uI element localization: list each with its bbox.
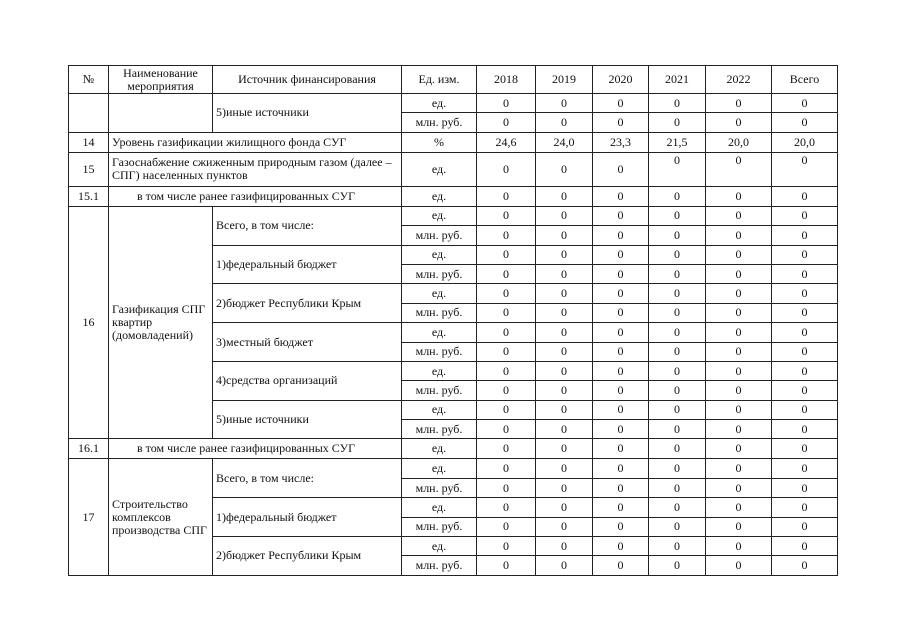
unit-cell: ед. (402, 94, 477, 113)
value-cell: 0 (477, 361, 536, 380)
value-cell: 0 (649, 303, 706, 322)
unit-cell: млн. руб. (402, 381, 477, 400)
value-cell: 24,6 (477, 132, 536, 152)
value-cell: 0 (477, 226, 536, 245)
value-cell: 0 (649, 459, 706, 478)
value-cell: 0 (536, 381, 593, 400)
value-cell: 0 (477, 113, 536, 132)
value-cell: 0 (649, 206, 706, 225)
value-cell: 24,0 (536, 132, 593, 152)
value-cell: 0 (649, 264, 706, 283)
unit-cell: ед. (402, 537, 477, 556)
value-cell: 0 (536, 303, 593, 322)
unit-cell: ед. (402, 245, 477, 264)
value-cell: 0 (593, 94, 649, 113)
num-cell: 16 (69, 206, 109, 439)
value-cell: 0 (649, 245, 706, 264)
value-cell: 0 (772, 556, 838, 575)
value-cell: 0 (649, 152, 706, 186)
value-cell: 0 (649, 439, 706, 459)
value-cell: 0 (706, 556, 772, 575)
name-cell: в том числе ранее газифицированных СУГ (109, 439, 402, 459)
value-cell: 0 (772, 420, 838, 439)
unit-cell: ед. (402, 498, 477, 517)
value-cell: 0 (536, 459, 593, 478)
header-year: 2018 (477, 66, 536, 94)
value-cell: 0 (649, 420, 706, 439)
value-cell: 0 (593, 152, 649, 186)
unit-cell: млн. руб. (402, 420, 477, 439)
value-cell: 0 (706, 94, 772, 113)
financing-table (68, 65, 838, 576)
value-cell: 0 (649, 498, 706, 517)
header-year: 2021 (649, 66, 706, 94)
unit-cell: ед. (402, 323, 477, 342)
source-cell: 2)бюджет Республики Крым (213, 284, 402, 323)
unit-cell: ед. (402, 186, 477, 206)
value-cell: 0 (772, 342, 838, 361)
value-cell: 0 (536, 361, 593, 380)
value-cell: 0 (593, 323, 649, 342)
unit-cell: ед. (402, 459, 477, 478)
value-cell: 0 (772, 323, 838, 342)
value-cell: 0 (593, 245, 649, 264)
header-source: Источник финансирования (213, 66, 402, 94)
unit-cell: ед. (402, 439, 477, 459)
value-cell: 0 (649, 323, 706, 342)
source-cell: 5)иные источники (213, 94, 402, 133)
value-cell: 0 (772, 400, 838, 419)
value-cell: 0 (536, 284, 593, 303)
unit-cell: ед. (402, 284, 477, 303)
value-cell: 0 (593, 113, 649, 132)
value-cell: 0 (593, 439, 649, 459)
source-cell: 2)бюджет Республики Крым (213, 537, 402, 576)
source-cell: Всего, в том числе: (213, 459, 402, 498)
value-cell: 0 (593, 498, 649, 517)
value-cell: 0 (536, 186, 593, 206)
header-year: 2020 (593, 66, 649, 94)
value-cell: 0 (772, 361, 838, 380)
value-cell: 0 (706, 381, 772, 400)
value-cell: 0 (536, 537, 593, 556)
value-cell: 0 (593, 478, 649, 497)
value-cell: 0 (536, 517, 593, 536)
value-cell: 0 (536, 245, 593, 264)
value-cell: 0 (477, 439, 536, 459)
value-cell: 0 (477, 478, 536, 497)
table-row (69, 186, 838, 206)
value-cell: 0 (593, 186, 649, 206)
value-cell: 0 (706, 420, 772, 439)
name-cell: Газификация СПГ квартир (домовладений) (109, 206, 213, 439)
value-cell: 0 (477, 206, 536, 225)
value-cell: 0 (649, 478, 706, 497)
value-cell: 0 (593, 459, 649, 478)
value-cell: 0 (706, 478, 772, 497)
table-row (69, 94, 838, 113)
value-cell: 0 (772, 186, 838, 206)
unit-cell: млн. руб. (402, 226, 477, 245)
value-cell: 0 (772, 459, 838, 478)
value-cell: 0 (477, 400, 536, 419)
num-cell: 16.1 (69, 439, 109, 459)
source-cell: 3)местный бюджет (213, 323, 402, 362)
value-cell: 0 (477, 303, 536, 322)
unit-cell: ед. (402, 152, 477, 186)
value-cell: 0 (706, 459, 772, 478)
value-cell: 0 (706, 264, 772, 283)
unit-cell: млн. руб. (402, 517, 477, 536)
value-cell: 0 (536, 226, 593, 245)
table-row (69, 132, 838, 152)
value-cell: 23,3 (593, 132, 649, 152)
value-cell: 0 (706, 323, 772, 342)
value-cell: 0 (706, 361, 772, 380)
value-cell: 0 (593, 556, 649, 575)
value-cell: 0 (477, 420, 536, 439)
value-cell: 0 (536, 152, 593, 186)
value-cell: 0 (593, 381, 649, 400)
value-cell: 0 (477, 284, 536, 303)
value-cell: 0 (706, 226, 772, 245)
unit-cell: ед. (402, 361, 477, 380)
value-cell: 0 (649, 284, 706, 303)
value-cell: 0 (772, 381, 838, 400)
num-cell: 15 (69, 152, 109, 186)
table-row (69, 206, 838, 225)
num-cell: 17 (69, 459, 109, 575)
value-cell: 0 (649, 556, 706, 575)
value-cell: 0 (593, 226, 649, 245)
unit-cell: млн. руб. (402, 303, 477, 322)
value-cell: 0 (772, 498, 838, 517)
header-year: 2019 (536, 66, 593, 94)
value-cell: 0 (772, 264, 838, 283)
value-cell: 0 (536, 400, 593, 419)
value-cell: 0 (772, 284, 838, 303)
value-cell: 0 (593, 342, 649, 361)
unit-cell: ед. (402, 400, 477, 419)
name-cell: в том числе ранее газифицированных СУГ (109, 186, 402, 206)
value-cell: 0 (772, 439, 838, 459)
value-cell: 0 (593, 303, 649, 322)
value-cell: 0 (649, 342, 706, 361)
source-cell: 4)средства организаций (213, 361, 402, 400)
value-cell: 0 (477, 381, 536, 400)
value-cell: 0 (536, 556, 593, 575)
value-cell: 0 (649, 537, 706, 556)
value-cell: 21,5 (649, 132, 706, 152)
value-cell: 0 (772, 478, 838, 497)
num-cell: 14 (69, 132, 109, 152)
value-cell: 0 (593, 537, 649, 556)
value-cell: 0 (772, 94, 838, 113)
header-row (69, 66, 838, 94)
table-row (69, 152, 838, 186)
unit-cell: млн. руб. (402, 478, 477, 497)
source-cell: Всего, в том числе: (213, 206, 402, 245)
value-cell: 0 (772, 113, 838, 132)
value-cell: 0 (706, 113, 772, 132)
value-cell: 0 (649, 113, 706, 132)
unit-cell: млн. руб. (402, 556, 477, 575)
value-cell: 0 (536, 94, 593, 113)
name-cell: Газоснабжение сжиженным природным газом (далее – СПГ) населенных пунктов (109, 152, 402, 186)
value-cell: 0 (649, 186, 706, 206)
header-total: Всего (772, 66, 838, 94)
value-cell: 0 (649, 361, 706, 380)
unit-cell: млн. руб. (402, 342, 477, 361)
value-cell: 20,0 (772, 132, 838, 152)
value-cell: 0 (772, 152, 838, 186)
unit-cell: % (402, 132, 477, 152)
value-cell: 0 (477, 264, 536, 283)
value-cell: 0 (536, 478, 593, 497)
value-cell: 0 (536, 206, 593, 225)
header-unit: Ед. изм. (402, 66, 477, 94)
name-cell: Уровень газификации жилищного фонда СУГ (109, 132, 402, 152)
value-cell: 0 (593, 284, 649, 303)
header-year: 2022 (706, 66, 772, 94)
value-cell: 0 (477, 342, 536, 361)
value-cell: 0 (772, 517, 838, 536)
value-cell: 0 (649, 517, 706, 536)
value-cell: 0 (649, 381, 706, 400)
num-cell (69, 94, 109, 133)
value-cell: 0 (706, 537, 772, 556)
num-cell: 15.1 (69, 186, 109, 206)
value-cell: 0 (593, 400, 649, 419)
value-cell: 0 (536, 498, 593, 517)
value-cell: 0 (593, 361, 649, 380)
value-cell: 0 (772, 226, 838, 245)
value-cell: 0 (477, 323, 536, 342)
value-cell: 0 (772, 303, 838, 322)
value-cell: 0 (477, 517, 536, 536)
table-row (69, 459, 838, 478)
value-cell: 0 (706, 186, 772, 206)
value-cell: 0 (477, 245, 536, 264)
value-cell: 0 (706, 245, 772, 264)
value-cell: 0 (593, 264, 649, 283)
value-cell: 0 (477, 537, 536, 556)
source-cell: 1)федеральный бюджет (213, 245, 402, 284)
value-cell: 0 (477, 498, 536, 517)
value-cell: 0 (706, 517, 772, 536)
value-cell: 0 (649, 94, 706, 113)
unit-cell: ед. (402, 206, 477, 225)
unit-cell: млн. руб. (402, 113, 477, 132)
table-row (69, 439, 838, 459)
source-cell: 5)иные источники (213, 400, 402, 439)
value-cell: 0 (706, 206, 772, 225)
unit-cell: млн. руб. (402, 264, 477, 283)
value-cell: 0 (536, 420, 593, 439)
value-cell: 0 (593, 420, 649, 439)
value-cell: 0 (477, 556, 536, 575)
value-cell: 0 (477, 94, 536, 113)
value-cell: 0 (706, 303, 772, 322)
value-cell: 0 (536, 264, 593, 283)
value-cell: 0 (536, 342, 593, 361)
value-cell: 0 (706, 400, 772, 419)
value-cell: 0 (706, 284, 772, 303)
header-name: Наименование мероприятия (109, 66, 213, 94)
value-cell: 0 (772, 206, 838, 225)
value-cell: 0 (772, 245, 838, 264)
value-cell: 20,0 (706, 132, 772, 152)
value-cell: 0 (536, 439, 593, 459)
value-cell: 0 (772, 537, 838, 556)
header-num: № (69, 66, 109, 94)
value-cell: 0 (477, 152, 536, 186)
value-cell: 0 (706, 498, 772, 517)
name-cell (109, 94, 213, 133)
value-cell: 0 (706, 439, 772, 459)
source-cell: 1)федеральный бюджет (213, 498, 402, 537)
value-cell: 0 (593, 206, 649, 225)
value-cell: 0 (536, 323, 593, 342)
value-cell: 0 (477, 459, 536, 478)
value-cell: 0 (649, 400, 706, 419)
value-cell: 0 (536, 113, 593, 132)
value-cell: 0 (649, 226, 706, 245)
value-cell: 0 (477, 186, 536, 206)
value-cell: 0 (593, 517, 649, 536)
value-cell: 0 (706, 152, 772, 186)
name-cell: Строительство комплексов производства СПГ (109, 459, 213, 575)
value-cell: 0 (706, 342, 772, 361)
